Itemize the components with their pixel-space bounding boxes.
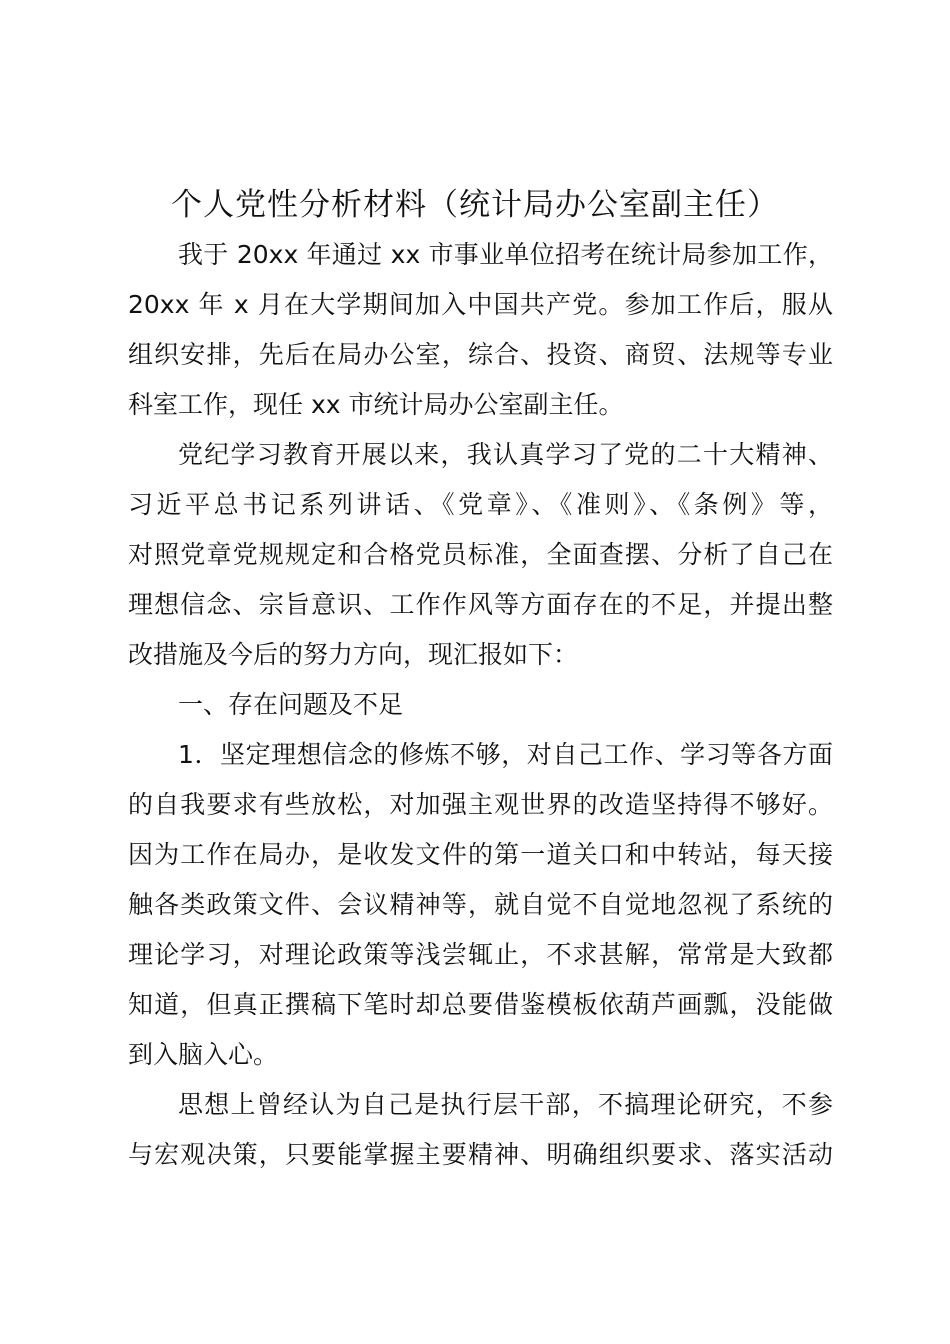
paragraph-line: 思想上曾经认为自己是执行层干部，不搞理论研究，不参 bbox=[178, 1090, 833, 1119]
paragraph-line: 知道，但真正撰稿下笔时却总要借鉴模板依葫芦画瓢，没能做 bbox=[128, 990, 833, 1019]
paragraph-line: 改措施及今后的努力方向，现汇报如下： bbox=[128, 640, 579, 669]
paragraph-line: 与宏观决策，只要能掌握主要精神、明确组织要求、落实活动 bbox=[128, 1140, 833, 1169]
paragraph-line: 到入脑入心。 bbox=[128, 1040, 279, 1069]
paragraph-line: 1．坚定理想信念的修炼不够，对自己工作、学习等各方面 bbox=[178, 740, 833, 769]
paragraph-line: 理论学习，对理论政策等浅尝辄止，不求甚解，常常是大致都 bbox=[128, 940, 833, 969]
paragraph-line: 对照党章党规规定和合格党员标准，全面查摆、分析了自己在 bbox=[128, 540, 833, 569]
paragraph-line: 因为工作在局办，是收发文件的第一道关口和中转站，每天接 bbox=[128, 840, 833, 869]
paragraph-line: 我于 20xx 年通过 xx 市事业单位招考在统计局参加工作， bbox=[178, 240, 833, 269]
paragraph-line: 20xx 年 x 月在大学期间加入中国共产党。参加工作后，服从 bbox=[128, 290, 833, 319]
paragraph-line: 组织安排，先后在局办公室，综合、投资、商贸、法规等专业 bbox=[128, 340, 833, 369]
paragraph-line: 触各类政策文件、会议精神等，就自觉不自觉地忽视了系统的 bbox=[128, 890, 833, 919]
paragraph-line: 科室工作，现任 xx 市统计局办公室副主任。 bbox=[128, 390, 624, 419]
section-heading: 一、存在问题及不足 bbox=[178, 690, 404, 719]
document-title: 个人党性分析材料（统计局办公室副主任） bbox=[171, 187, 779, 223]
paragraph-line: 习近平总书记系列讲话、《党章》、《准则》、《条例》等， bbox=[128, 490, 833, 519]
paragraph-line: 党纪学习教育开展以来，我认真学习了党的二十大精神、 bbox=[178, 440, 833, 469]
paragraph-line: 理想信念、宗旨意识、工作作风等方面存在的不足，并提出整 bbox=[128, 590, 833, 619]
paragraph-line: 的自我要求有些放松，对加强主观世界的改造坚持得不够好。 bbox=[128, 790, 833, 819]
